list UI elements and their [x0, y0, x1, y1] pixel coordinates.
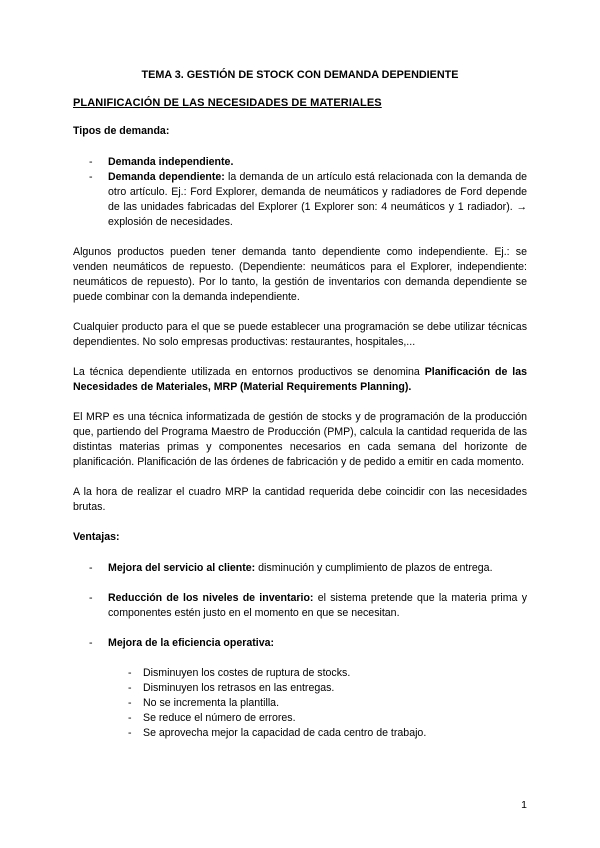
tipos-list — [73, 155, 527, 230]
list-item: - Se reduce el número de errores. — [73, 711, 527, 726]
list-item: - Reducción de los niveles de inventario: el sistema pretende que la materia prima y componentes estén justo en el momento en que se necesitan. — [73, 591, 527, 621]
paragraph: A la hora de realizar el cuadro MRP la cantidad requerida debe coincidir con las necesidades brutas. — [73, 486, 527, 513]
list-item: - No se incrementa la plantilla. — [73, 696, 527, 711]
list-item: - Demanda independiente. — [73, 155, 527, 170]
document-page — [73, 68, 527, 741]
paragraph: Cualquier producto para el que se puede establecer una programación se debe utilizar técnicas dependientes. No solo empresas productivas: restaurantes, hospitales,... — [73, 321, 527, 348]
list-item: - Demanda dependiente: la demanda de un artículo está relacionada con la demanda de otro artículo. Ej.: Ford Explorer, demanda de neumáticos y radiadores de Ford depende de las unidades fabricadas del Explorer (1 Explorer son: 4 neumáticos y 1 radiador). → explosión de necesidades. — [73, 170, 527, 230]
list-item: - Se aprovecha mejor la capacidad de cada centro de trabajo. — [73, 726, 527, 741]
ventajas-heading: Ventajas: — [73, 531, 120, 543]
list-item: - Mejora de la eficiencia operativa: — [73, 636, 527, 651]
section-heading: PLANIFICACIÓN DE LAS NECESIDADES DE MATERIALES — [73, 97, 382, 109]
list-item: - Mejora del servicio al cliente: disminución y cumplimiento de plazos de entrega. — [73, 561, 527, 576]
eficiencia-list — [73, 666, 527, 741]
list-item: - Disminuyen los costes de ruptura de stocks. — [73, 666, 527, 681]
list-item: - Disminuyen los retrasos en las entregas. — [73, 681, 527, 696]
paragraph: El MRP es una técnica informatizada de gestión de stocks y de programación de la producción que, partiendo del Programa Maestro de Producción (PMP), calcula la cantidad requerida de las distintas materias primas y componentes necesarios en cada semana del horizonte de planificación. Planificación de las órdenes de fabricación y de pedido a emitir en cada momento. — [73, 411, 527, 468]
ventajas-list — [73, 561, 527, 651]
document-title: TEMA 3. GESTIÓN DE STOCK CON DEMANDA DEPENDIENTE — [141, 69, 459, 81]
tipos-heading: Tipos de demanda: — [73, 125, 170, 137]
paragraph: La técnica dependiente utilizada en entornos productivos se denomina Planificación de las Necesidades de Materiales, MRP (Material Requirements Planning). — [73, 366, 527, 393]
paragraph: Algunos productos pueden tener demanda tanto dependiente como independiente. Ej.: se venden neumáticos de repuesto. (Dependiente: neumáticos para el Explorer, independiente: neumáticos de repuesto). Por lo tanto, la gestión de inventarios con demanda dependiente se puede combinar con la demanda independiente. — [73, 246, 527, 303]
page-number: 1 — [521, 799, 527, 811]
